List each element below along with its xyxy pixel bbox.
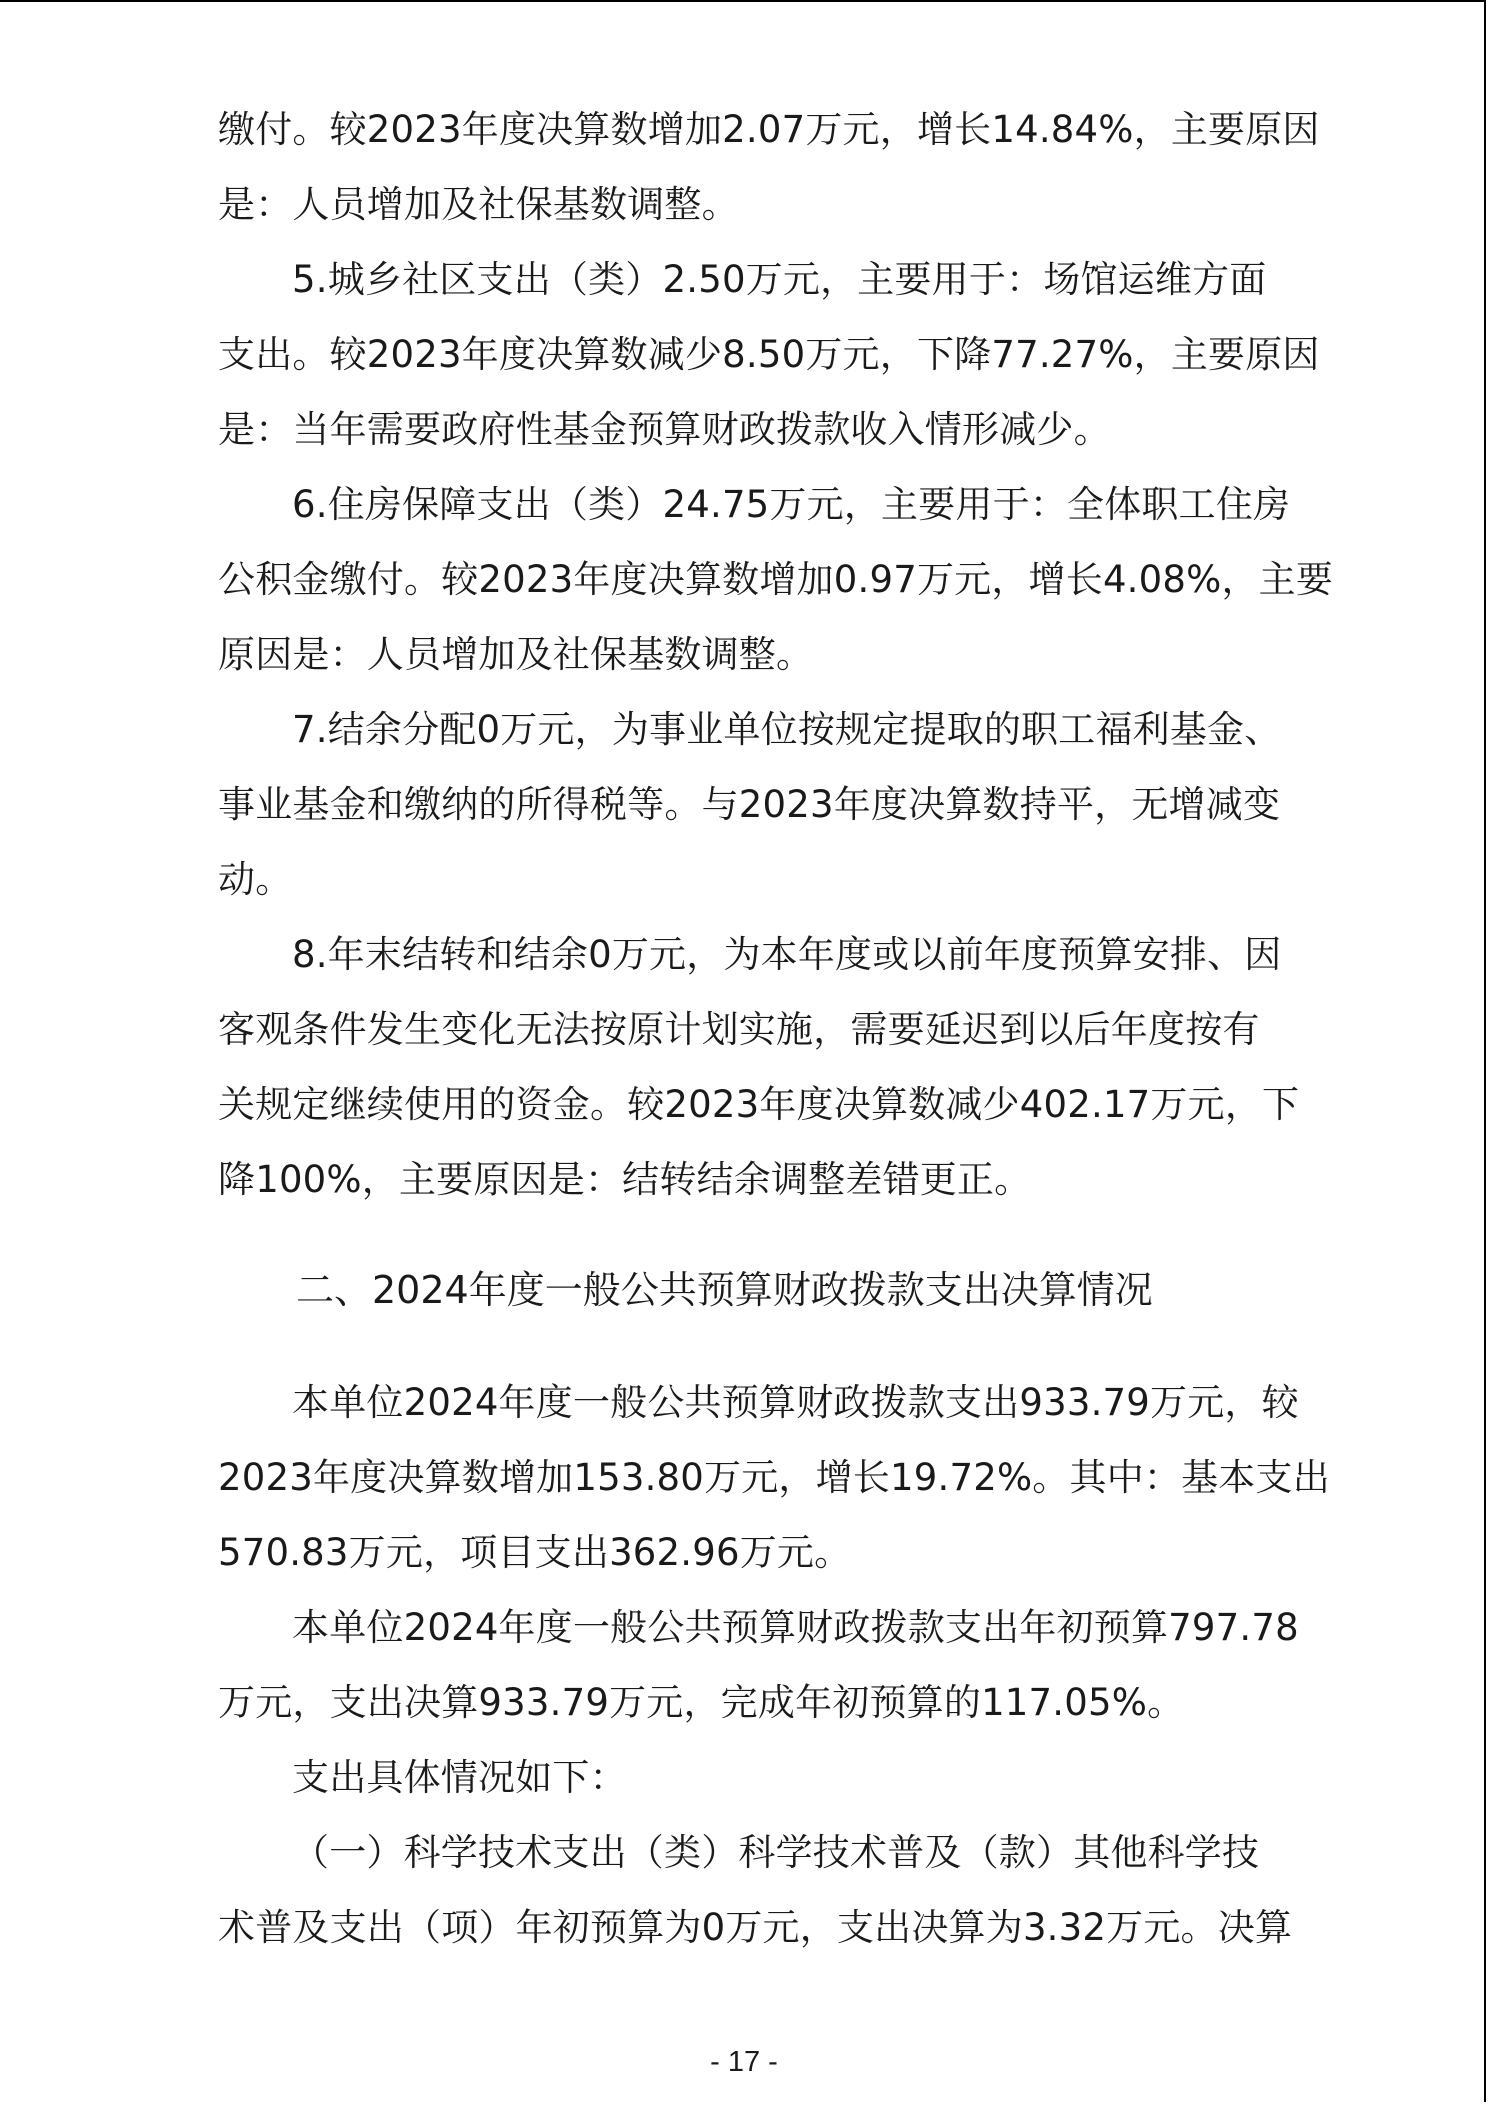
paragraph-line: 原因是：人员增加及社保基数调整。 — [218, 633, 814, 676]
section-heading: 二、2024年度一般公共预算财政拨款支出决算情况 — [296, 1268, 1153, 1312]
paragraph-line: 是：当年需要政府性基金预算财政拨款收入情形减少。 — [218, 408, 1111, 451]
paragraph-line: 本单位2024年度一般公共预算财政拨款支出年初预算797.78 — [292, 1606, 1299, 1649]
paragraph-line: 动。 — [218, 858, 293, 901]
paragraph-line: 事业基金和缴纳的所得税等。与2023年度决算数持平，无增减变 — [218, 783, 1281, 826]
paragraph-line: 支出。较2023年度决算数减少8.50万元，下降77.27%，主要原因 — [218, 333, 1320, 376]
paragraph-line: 万元，支出决算933.79万元，完成年初预算的117.05%。 — [218, 1681, 1185, 1724]
paragraph-line: 8.年末结转和结余0万元，为本年度或以前年度预算安排、因 — [292, 933, 1282, 976]
paragraph-line: 本单位2024年度一般公共预算财政拨款支出933.79万元，较 — [292, 1381, 1299, 1424]
paragraph-line: 降100%，主要原因是：结转结余调整差错更正。 — [218, 1158, 1032, 1201]
paragraph-line: 关规定继续使用的资金。较2023年度决算数减少402.17万元，下 — [218, 1083, 1300, 1126]
paragraph-line: 缴付。较2023年度决算数增加2.07万元，增长14.84%，主要原因 — [218, 108, 1320, 151]
paragraph-line: 支出具体情况如下： — [292, 1756, 627, 1799]
paragraph-line: 7.结余分配0万元，为事业单位按规定提取的职工福利基金、 — [292, 708, 1282, 751]
paragraph-line: （一）科学技术支出（类）科学技术普及（款）其他科学技 — [292, 1831, 1260, 1874]
paragraph-line: 术普及支出（项）年初预算为0万元，支出决算为3.32万元。决算 — [218, 1906, 1293, 1949]
paragraph-line: 6.住房保障支出（类）24.75万元，主要用于：全体职工住房 — [292, 483, 1291, 526]
paragraph-line: 570.83万元，项目支出362.96万元。 — [218, 1531, 852, 1574]
paragraph-line: 客观条件发生变化无法按原计划实施，需要延迟到以后年度按有 — [218, 1008, 1260, 1051]
paragraph-line: 公积金缴付。较2023年度决算数增加0.97万元，增长4.08%，主要 — [218, 558, 1334, 601]
paragraph-line: 2023年度决算数增加153.80万元，增长19.72%。其中：基本支出 — [218, 1456, 1330, 1499]
paragraph-line: 是：人员增加及社保基数调整。 — [218, 183, 739, 226]
page-number: - 17 - — [710, 2046, 778, 2078]
paragraph-line: 5.城乡社区支出（类）2.50万元，主要用于：场馆运维方面 — [292, 258, 1267, 301]
